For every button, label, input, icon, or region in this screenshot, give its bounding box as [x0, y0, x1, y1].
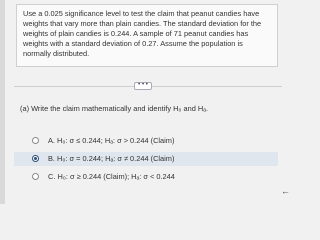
option-a-radio[interactable] [32, 137, 39, 144]
option-c-text: H₀: σ ≥ 0.244 (Claim); Hₐ: σ < 0.244 [57, 172, 175, 181]
option-c-letter: C. [48, 172, 56, 181]
left-edge-strip [0, 0, 5, 204]
problem-statement-box [16, 4, 278, 67]
option-c-radio[interactable] [32, 173, 39, 180]
option-a-letter: A. [48, 136, 55, 145]
option-b-label [48, 154, 174, 163]
option-b-radio[interactable] [32, 155, 39, 162]
option-a[interactable] [14, 134, 278, 148]
problem-text: Use a 0.025 significance level to test the claim that peanut candies have weights that vary more than plain candies. The standard deviation for the weights of plain candies is 0.244. A sample of 71 peanut candies has weights with a standard deviation of 0.27. Assume the population is normally distributed. [23, 9, 262, 58]
expand-more-button[interactable]: • • • [134, 82, 152, 90]
option-a-text: H₀: σ ≤ 0.244; Hₐ: σ > 0.244 (Claim) [57, 136, 175, 145]
option-c-label [48, 172, 175, 181]
option-a-label [48, 136, 174, 145]
option-c[interactable] [14, 170, 278, 184]
arrow-left-icon[interactable]: ← [281, 186, 290, 196]
option-b-letter: B. [48, 154, 55, 163]
option-b-text: H₀: σ = 0.244; Hₐ: σ ≠ 0.244 (Claim) [57, 154, 175, 163]
option-b[interactable] [14, 152, 278, 166]
question-prompt: (a) Write the claim mathematically and identify H₀ and Hₐ. [20, 104, 209, 113]
